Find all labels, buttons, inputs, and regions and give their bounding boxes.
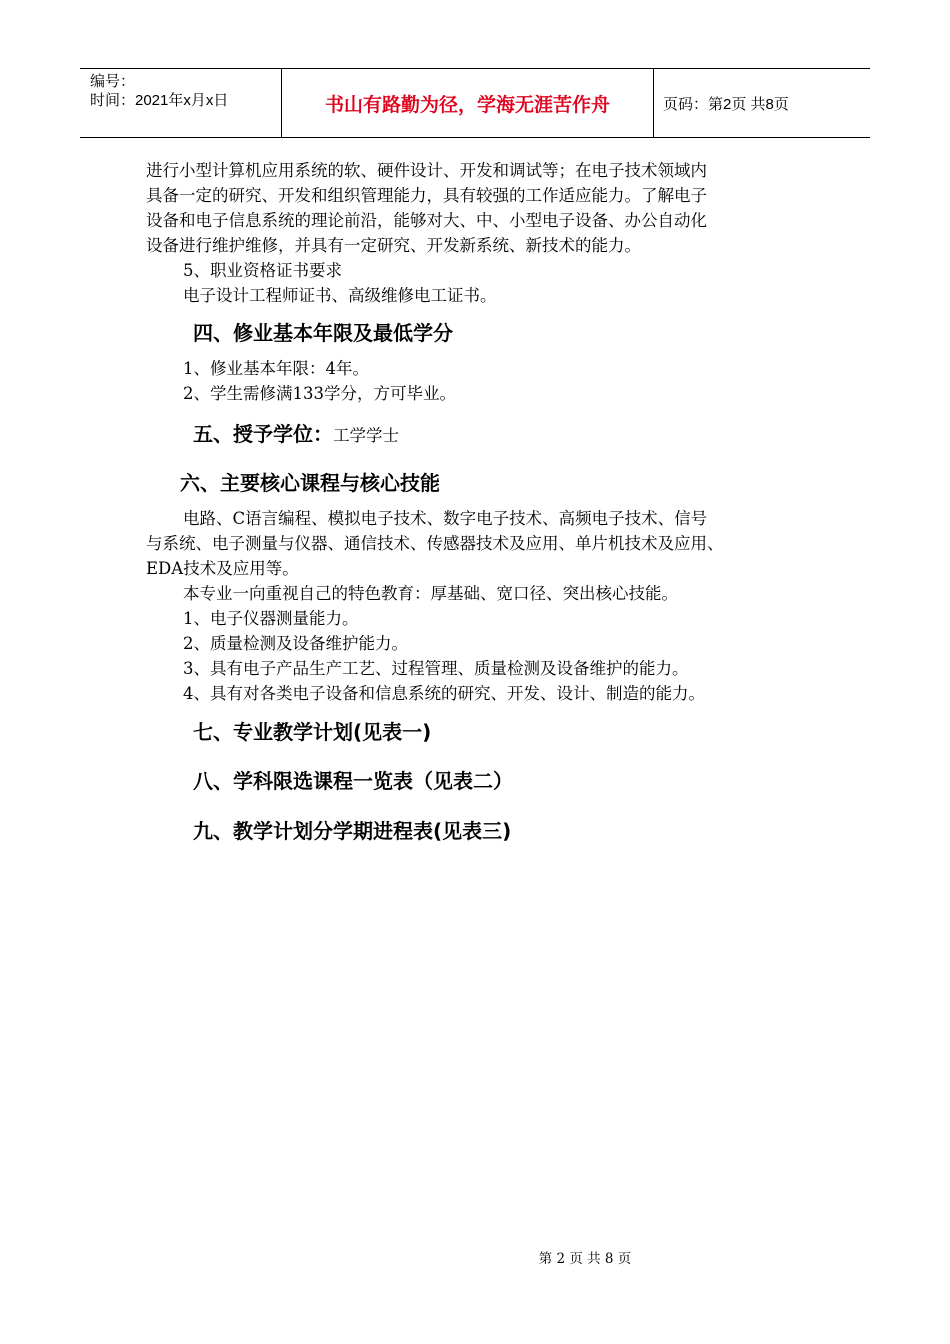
- cert-text: 电子设计工程师证书、高级维修电工证书。: [183, 286, 497, 305]
- intro-line: 具备一定的研究、开发和组织管理能力，具有较强的工作适应能力。了解电子: [146, 186, 707, 205]
- section5-label: 五、授予学位：: [193, 422, 333, 446]
- header-time: 时间：2021年x月x日: [90, 92, 229, 109]
- header-number: 编号：: [90, 73, 136, 90]
- section5-value: 工学学士: [333, 426, 399, 445]
- section4-item: 1、修业基本年限：4年。: [183, 359, 369, 378]
- feature-text: 本专业一向重视自己的特色教育：厚基础、宽口径、突出核心技能。: [183, 584, 678, 603]
- course-line: EDA技术及应用等。: [146, 559, 299, 578]
- header-motto: 书山有路勤为径，学海无涯苦作舟: [281, 69, 654, 137]
- section4-title: 四、修业基本年限及最低学分: [193, 321, 453, 345]
- course-line: 与系统、电子测量与仪器、通信技术、传感器技术及应用、单片机技术及应用、: [146, 534, 724, 553]
- skill-item: 3、具有电子产品生产工艺、过程管理、质量检测及设备维护的能力。: [183, 659, 689, 678]
- course-line: 电路、C语言编程、模拟电子技术、数字电子技术、高频电子技术、信号: [183, 509, 708, 528]
- page-header: [80, 68, 870, 138]
- skill-item: 4、具有对各类电子设备和信息系统的研究、开发、设计、制造的能力。: [183, 684, 705, 703]
- section4-item: 2、学生需修满133学分，方可毕业。: [183, 384, 456, 403]
- skill-item: 2、质量检测及设备维护能力。: [183, 634, 408, 653]
- section6-title: 六、主要核心课程与核心技能: [180, 471, 440, 495]
- page-footer: 第 2 页 共 8 页: [538, 1251, 632, 1267]
- section9-title: 九、教学计划分学期进程表(见表三): [193, 819, 512, 843]
- intro-line: 进行小型计算机应用系统的软、硬件设计、开发和调试等；在电子技术领域内: [146, 161, 707, 180]
- section8-title: 八、学科限选课程一览表（见表二）: [193, 769, 513, 793]
- section5-title: [193, 421, 399, 449]
- section7-title: 七、专业教学计划(见表一): [193, 720, 432, 744]
- cert-title: 5、职业资格证书要求: [183, 261, 342, 280]
- header-meta: [80, 69, 281, 137]
- header-page-info: 页码：第2页 共8页: [663, 95, 789, 113]
- intro-line: 设备进行维护维修，并具有一定研究、开发新系统、新技术的能力。: [146, 236, 641, 255]
- skill-item: 1、电子仪器测量能力。: [183, 609, 359, 628]
- intro-line: 设备和电子信息系统的理论前沿，能够对大、中、小型电子设备、办公自动化: [146, 211, 707, 230]
